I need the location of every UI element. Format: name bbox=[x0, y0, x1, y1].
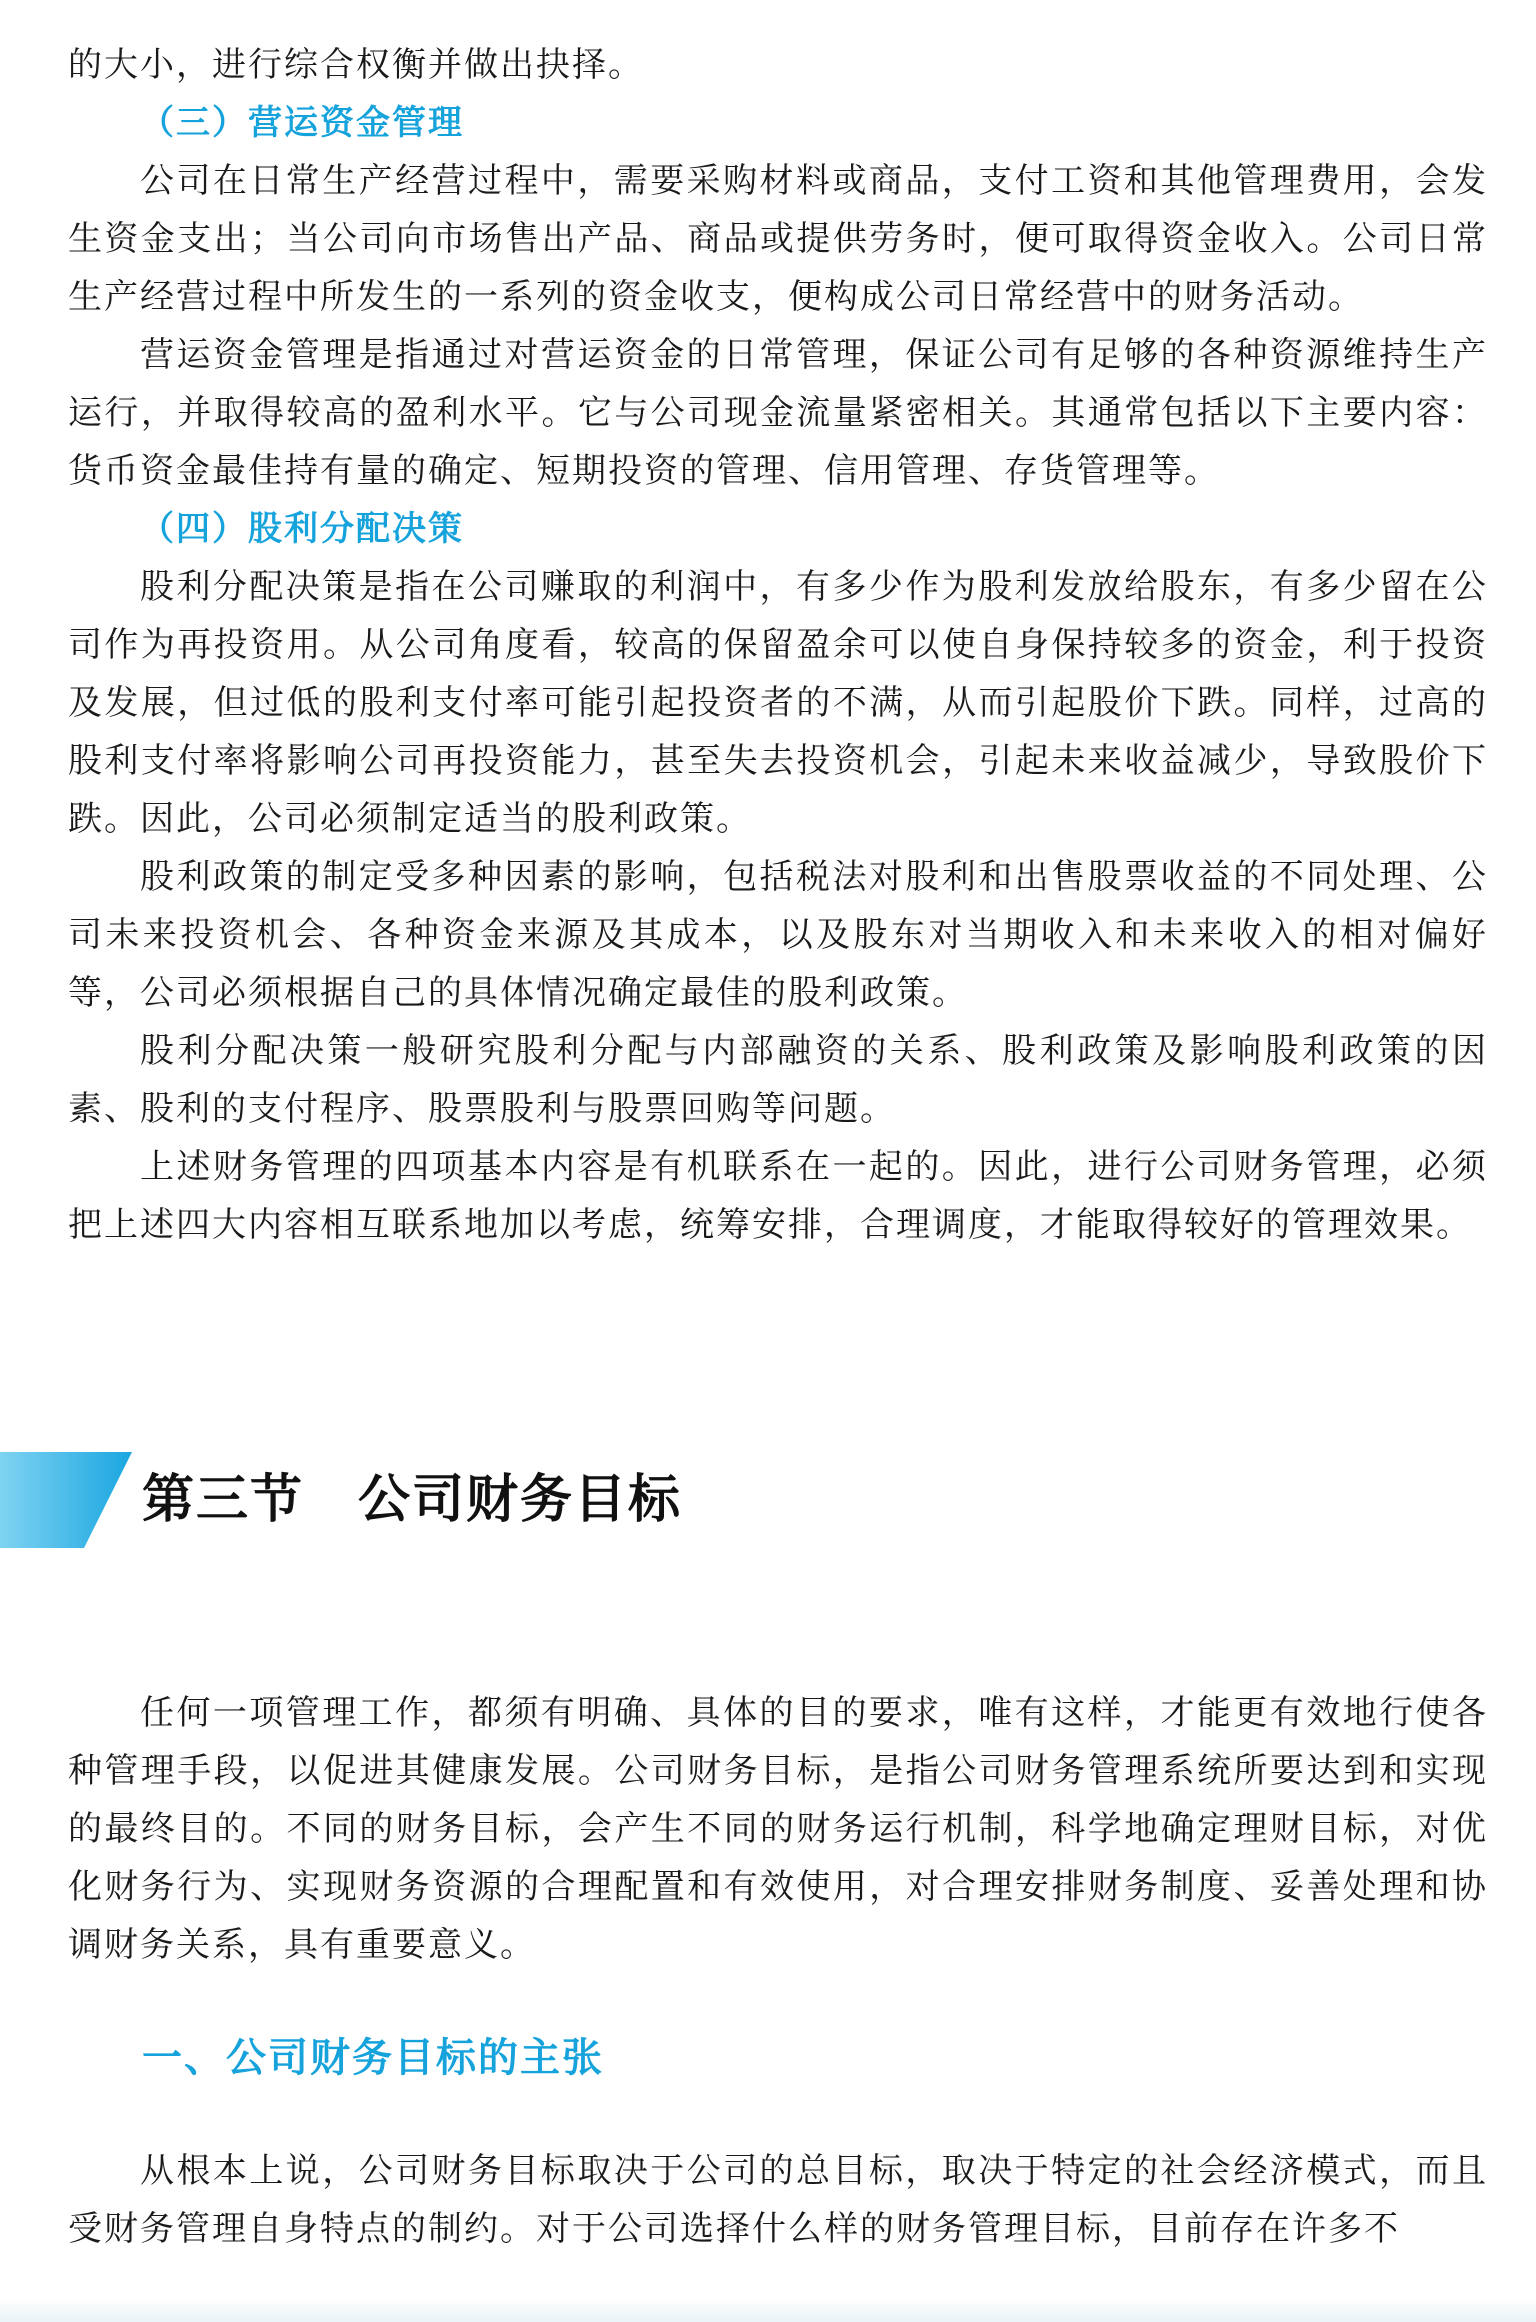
heading-financial-goal-views: 一、公司财务目标的主张 bbox=[142, 2035, 604, 2081]
paragraph-financial-goal-basis: 从根本上说，公司财务目标取决于公司的总目标，取决于特定的社会经济模式，而且受财务管理自身特点的制约。对于公司选择什么样的财务管理目标，目前存在许多不 bbox=[68, 2151, 1488, 2249]
paragraph-working-capital-1: 公司在日常生产经营过程中，需要采购材料或商品，支付工资和其他管理费用，会发生资金支出；当公司向市场售出产品、商品或提供劳务时，便可取得资金收入。公司日常生产经营过程中所发生的一系列的资金收支，便构成公司日常经营中的财务活动。 bbox=[68, 161, 1488, 317]
section-banner-graphic bbox=[0, 1452, 140, 1548]
page-bottom-strip bbox=[0, 2298, 1536, 2322]
paragraph-dividend-1: 股利分配决策是指在公司赚取的利润中，有多少作为股利发放给股东，有多少留在公司作为再投资用。从公司角度看，较高的保留盈余可以使自身保持较多的资金，利于投资及发展，但过低的股利支付率可能引起投资者的不满，从而引起股价下跌。同样，过高的股利支付率将影响公司再投资能力，甚至失去投资机会，引起未来收益减少，导致股价下跌。因此，公司必须制定适当的股利政策。 bbox=[68, 567, 1488, 839]
text-block-upper bbox=[68, 36, 1488, 1254]
subheading-dividend-policy: （四）股利分配决策 bbox=[140, 509, 464, 549]
text-block-middle bbox=[68, 1684, 1488, 1974]
paragraph-dividend-3: 股利分配决策一般研究股利分配与内部融资的关系、股利政策及影响股利政策的因素、股利的支付程序、股票股利与股票回购等问题。 bbox=[68, 1031, 1488, 1129]
paragraph-continuation: 的大小，进行综合权衡并做出抉择。 bbox=[68, 45, 644, 85]
paragraph-dividend-2: 股利政策的制定受多种因素的影响，包括税法对股利和出售股票收益的不同处理、公司未来投资机会、各种资金来源及其成本，以及股东对当期收入和未来收入的相对偏好等，公司必须根据自己的具体情况确定最佳的股利政策。 bbox=[68, 857, 1488, 1013]
text-block-lower bbox=[68, 2142, 1488, 2258]
paragraph-working-capital-2: 营运资金管理是指通过对营运资金的日常管理，保证公司有足够的各种资源维持生产运行，并取得较高的盈利水平。它与公司现金流量紧密相关。其通常包括以下主要内容：货币资金最佳持有量的确定、短期投资的管理、信用管理、存货管理等。 bbox=[68, 335, 1488, 491]
subheading-working-capital: （三）营运资金管理 bbox=[140, 103, 464, 143]
paragraph-summary: 上述财务管理的四项基本内容是有机联系在一起的。因此，进行公司财务管理，必须把上述四大内容相互联系地加以考虑，统筹安排，合理调度，才能取得较好的管理效果。 bbox=[68, 1147, 1488, 1245]
section-banner bbox=[0, 1452, 1536, 1548]
paragraph-financial-goal-intro: 任何一项管理工作，都须有明确、具体的目的要求，唯有这样，才能更有效地行使各种管理手段，以促进其健康发展。公司财务目标，是指公司财务管理系统所要达到和实现的最终目的。不同的财务目标，会产生不同的财务运行机制，科学地确定理财目标，对优化财务行为、实现财务资源的合理配置和有效使用，对合理安排财务制度、妥善处理和协调财务关系，具有重要意义。 bbox=[68, 1693, 1488, 1965]
section-title: 第三节 公司财务目标 bbox=[142, 1470, 683, 1530]
